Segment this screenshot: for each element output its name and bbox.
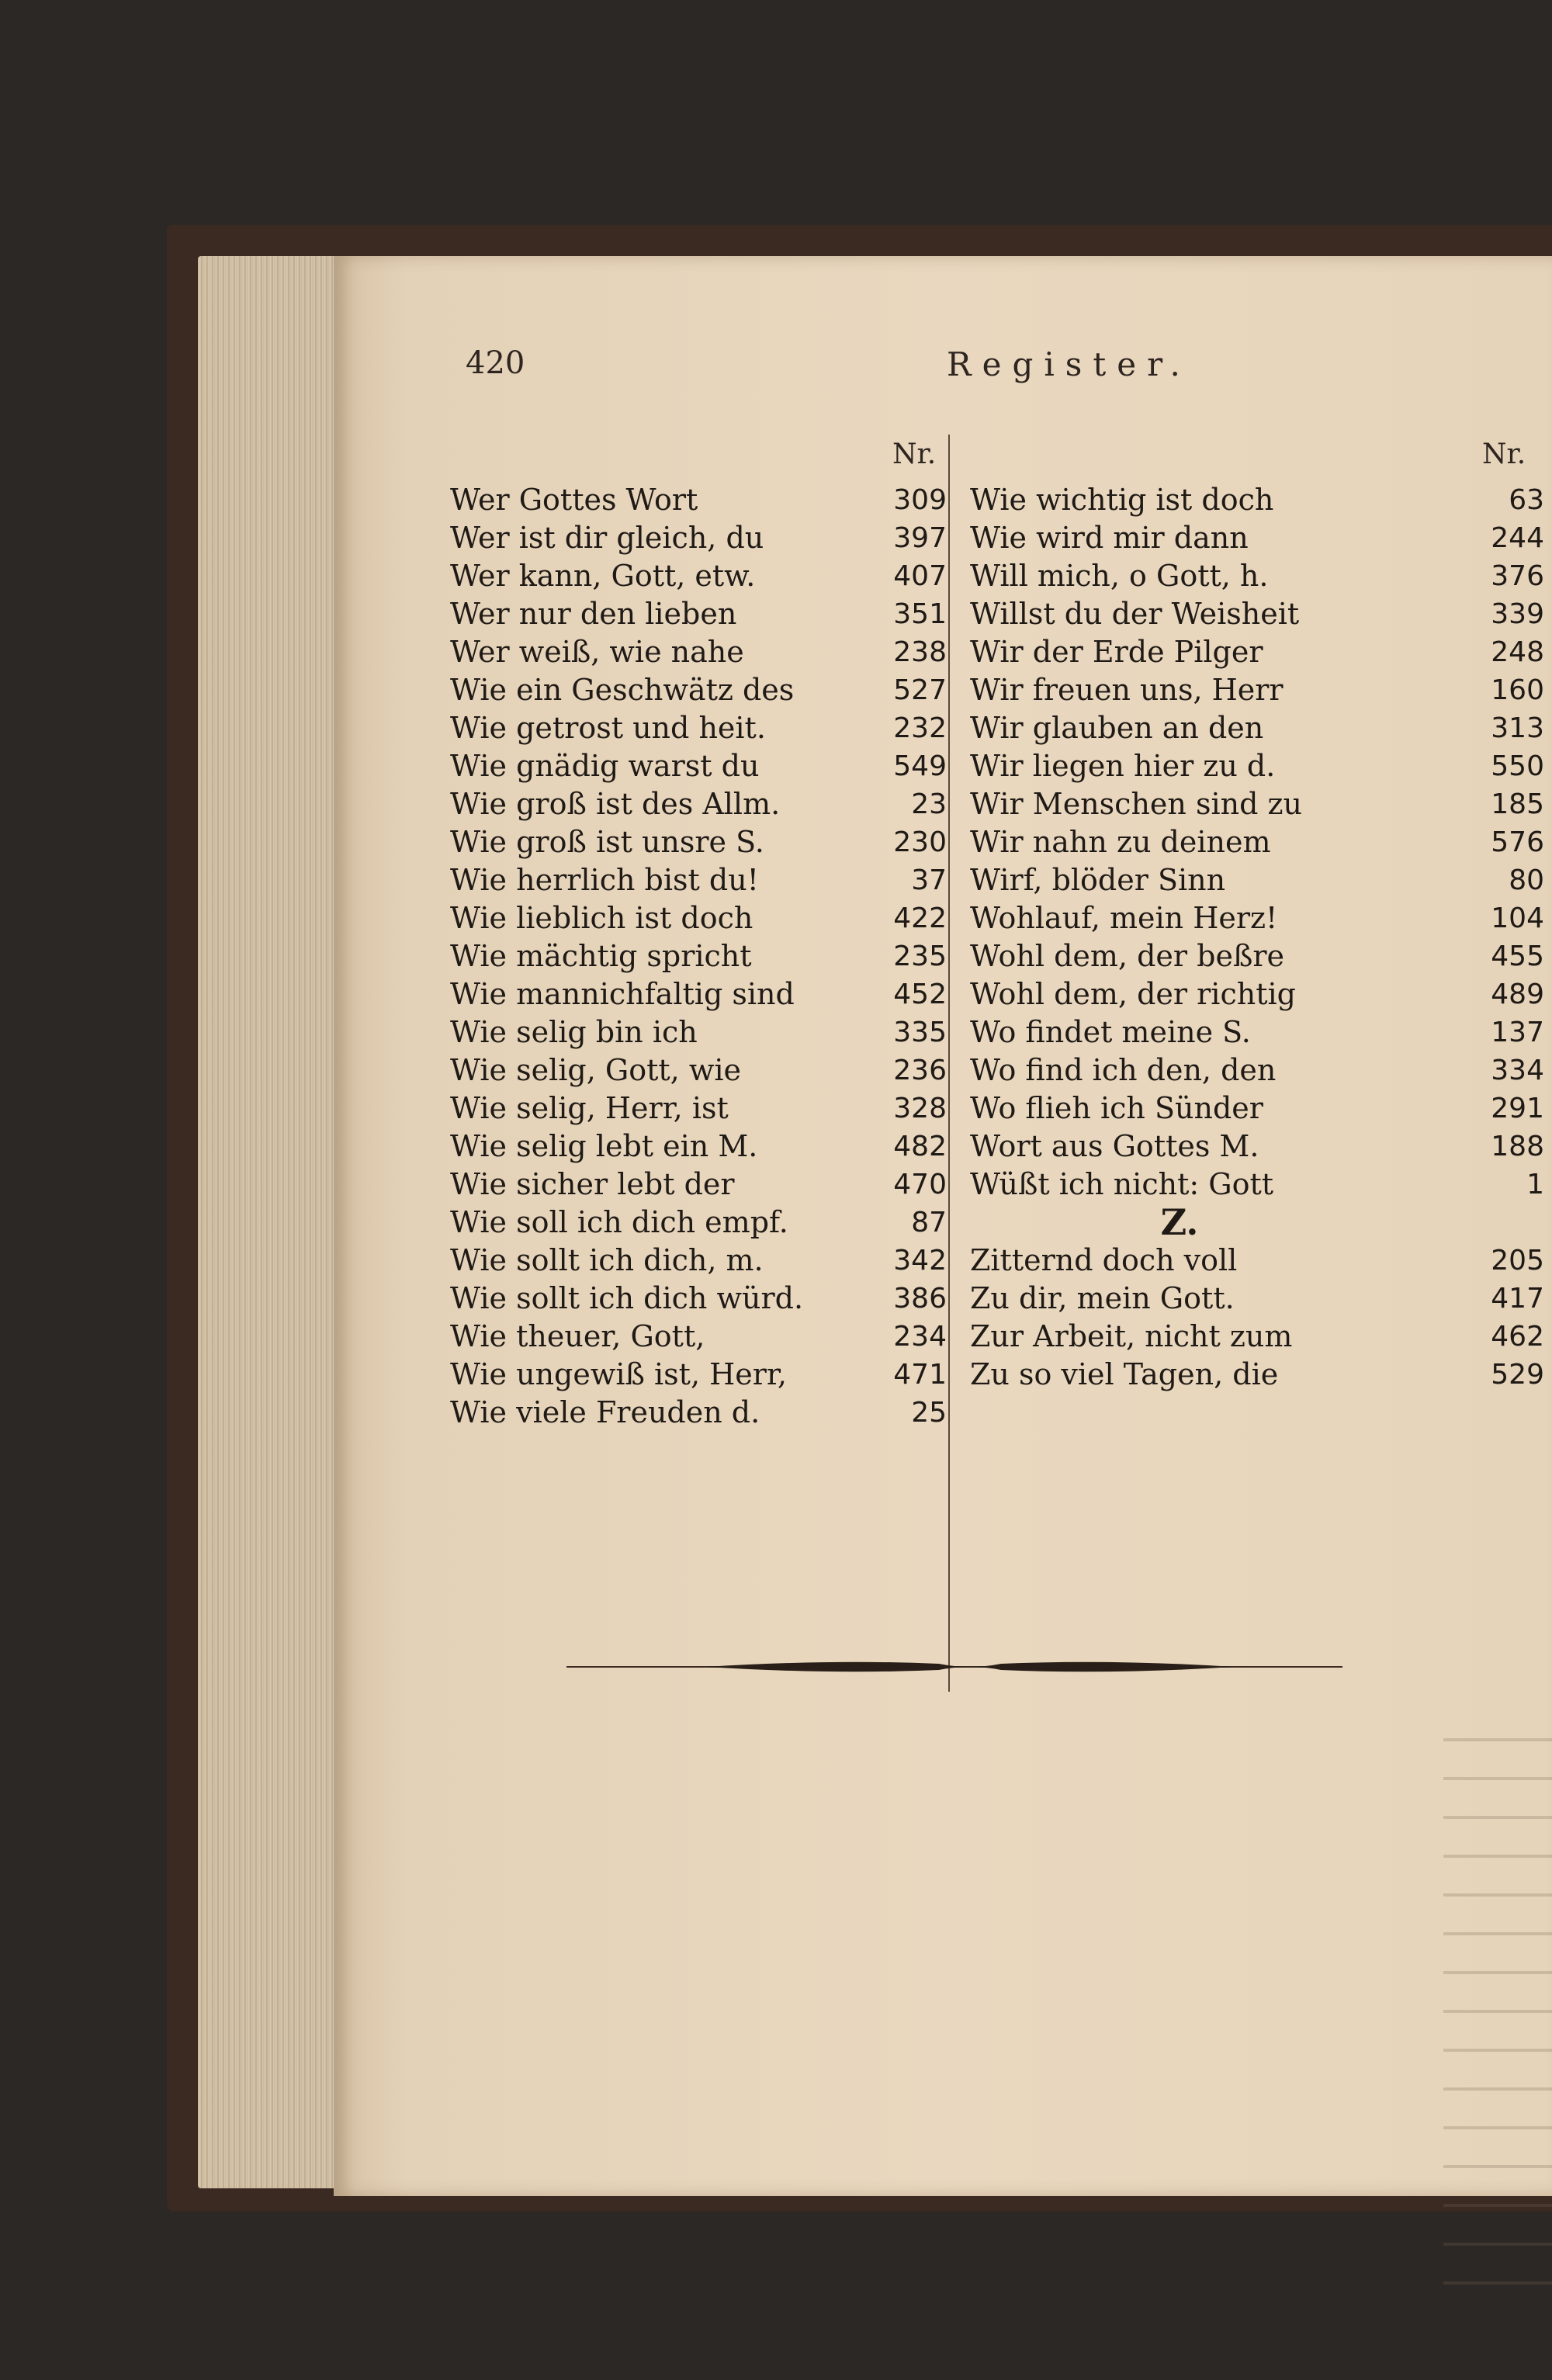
entry-number: 470 (893, 1169, 947, 1200)
entry-title: Wie selig, Gott, wie (450, 1053, 741, 1087)
index-entry (450, 671, 947, 709)
entry-number: 188 (1491, 1131, 1544, 1162)
index-entry (970, 1128, 1544, 1166)
entry-title: Wir liegen hier zu d. (970, 749, 1276, 783)
index-entry (970, 899, 1544, 937)
index-entry (450, 975, 947, 1013)
index-entry (450, 1051, 947, 1090)
entry-title: Wirf, blöder Sinn (970, 863, 1226, 897)
ornament-divider (566, 1653, 1342, 1684)
entry-title: Willst du der Weisheit (970, 597, 1300, 631)
entry-number: 342 (893, 1245, 947, 1277)
index-entry (450, 595, 947, 633)
bleed-through-text (1443, 1715, 1552, 2320)
index-entry (450, 709, 947, 747)
entry-number: 63 (1509, 484, 1544, 516)
entry-title: Wer Gottes Wort (450, 483, 698, 517)
index-entry (970, 1356, 1544, 1394)
entry-number: 313 (1491, 712, 1544, 744)
entry-number: 160 (1491, 674, 1544, 706)
left-column-header: Nr. (892, 438, 937, 470)
index-entry (450, 1356, 947, 1394)
right-index-column (970, 481, 1544, 1394)
entry-title: Wie gnädig warst du (450, 749, 760, 783)
entry-title: Wie getrost und heit. (450, 711, 766, 745)
entry-title: Wort aus Gottes M. (970, 1129, 1259, 1163)
entry-title: Wie sicher lebt der (450, 1167, 735, 1201)
entry-number: 248 (1491, 636, 1544, 668)
entry-number: 137 (1491, 1017, 1544, 1048)
entry-number: 576 (1491, 826, 1544, 858)
entry-title: Wie sollt ich dich würd. (450, 1281, 804, 1315)
entry-number: 417 (1491, 1283, 1544, 1315)
entry-title: Wie ein Geschwätz des (450, 673, 795, 707)
entry-number: 87 (911, 1207, 947, 1239)
index-entry (450, 557, 947, 595)
entry-title: Wo find ich den, den (970, 1053, 1277, 1087)
entry-title: Will mich, o Gott, h. (970, 559, 1269, 593)
entry-number: 1 (1526, 1169, 1544, 1200)
index-entry (970, 519, 1544, 557)
index-entry (970, 595, 1544, 633)
entry-number: 234 (893, 1321, 947, 1353)
index-entry (970, 1242, 1544, 1280)
entry-number: 376 (1491, 560, 1544, 592)
index-entry (970, 861, 1544, 899)
index-entry (450, 1090, 947, 1128)
entry-number: 238 (893, 636, 947, 668)
index-entry (970, 709, 1544, 747)
entry-number: 482 (893, 1131, 947, 1162)
entry-title: Wüßt ich nicht: Gott (970, 1167, 1274, 1201)
entry-title: Wie wird mir dann (970, 521, 1249, 555)
entry-title: Wie herrlich bist du! (450, 863, 759, 897)
entry-number: 230 (893, 826, 947, 858)
index-entry (450, 1204, 947, 1242)
page-edges (198, 256, 334, 2188)
entry-title: Wer weiß, wie nahe (450, 635, 744, 669)
entry-number: 550 (1491, 750, 1544, 782)
index-entry (450, 1242, 947, 1280)
index-entry (450, 1280, 947, 1318)
book-page (334, 256, 1552, 2196)
left-index-column (450, 481, 947, 1432)
index-entry (450, 899, 947, 937)
entry-title: Wohl dem, der richtig (970, 977, 1296, 1011)
entry-title: Wir freuen uns, Herr (970, 673, 1284, 707)
entry-number: 205 (1491, 1245, 1544, 1277)
index-entry (450, 1318, 947, 1356)
entry-title: Wie groß ist unsre S. (450, 825, 764, 859)
entry-title: Wie lieblich ist doch (450, 901, 753, 935)
index-entry (970, 1280, 1544, 1318)
entry-title: Wie selig lebt ein M. (450, 1129, 758, 1163)
index-entry (450, 633, 947, 671)
entry-number: 471 (893, 1359, 947, 1391)
entry-title: Wo flieh ich Sünder (970, 1091, 1263, 1125)
entry-title: Wir Menschen sind zu (970, 787, 1302, 821)
entry-number: 309 (893, 484, 947, 516)
entry-number: 529 (1491, 1359, 1544, 1391)
entry-title: Wie soll ich dich empf. (450, 1205, 788, 1239)
entry-title: Wie wichtig ist doch (970, 483, 1274, 517)
entry-number: 235 (893, 941, 947, 972)
index-entry (970, 1051, 1544, 1090)
index-entry (970, 481, 1544, 519)
right-column-header: Nr. (1482, 438, 1526, 470)
entry-title: Wo findet meine S. (970, 1015, 1251, 1049)
entry-number: 244 (1491, 522, 1544, 554)
entry-number: 37 (911, 864, 947, 896)
index-entry (970, 557, 1544, 595)
entry-title: Wie groß ist des Allm. (450, 787, 781, 821)
entry-title: Wie viele Freuden d. (450, 1395, 760, 1429)
column-divider (948, 435, 950, 1692)
entry-number: 489 (1491, 979, 1544, 1010)
entry-number: 25 (911, 1397, 947, 1429)
entry-number: 23 (911, 788, 947, 820)
entry-title: Zitternd doch voll (970, 1243, 1238, 1277)
index-entry (450, 1166, 947, 1204)
entry-number: 185 (1491, 788, 1544, 820)
entry-number: 232 (893, 712, 947, 744)
index-entry (450, 747, 947, 785)
index-entry (970, 937, 1544, 975)
index-entry (450, 823, 947, 861)
index-entry (450, 785, 947, 823)
entry-number: 80 (1509, 864, 1544, 896)
entry-number: 455 (1491, 941, 1544, 972)
entry-title: Wie mannichfaltig sind (450, 977, 795, 1011)
index-entry (970, 747, 1544, 785)
entry-number: 407 (893, 560, 947, 592)
entry-number: 335 (893, 1017, 947, 1048)
entry-number: 104 (1491, 902, 1544, 934)
index-entry (450, 861, 947, 899)
entry-number: 236 (893, 1055, 947, 1086)
entry-title: Wir der Erde Pilger (970, 635, 1263, 669)
entry-title: Wie mächtig spricht (450, 939, 752, 973)
index-entry (970, 671, 1544, 709)
entry-title: Zu dir, mein Gott. (970, 1281, 1235, 1315)
index-entry (970, 1166, 1544, 1204)
entry-number: 291 (1491, 1093, 1544, 1124)
index-entry (970, 633, 1544, 671)
entry-title: Wie selig bin ich (450, 1015, 698, 1049)
entry-number: 334 (1491, 1055, 1544, 1086)
index-entry (450, 481, 947, 519)
entry-number: 549 (893, 750, 947, 782)
section-letter: Z. (1160, 1201, 1199, 1243)
entry-title: Zu so viel Tagen, die (970, 1357, 1279, 1391)
page-header (466, 345, 1544, 392)
page-number: 420 (466, 345, 525, 381)
entry-number: 339 (1491, 598, 1544, 630)
index-entry (970, 1318, 1544, 1356)
index-entry (970, 1090, 1544, 1128)
index-entry (450, 1128, 947, 1166)
index-entry (450, 937, 947, 975)
index-entry (970, 823, 1544, 861)
entry-number: 452 (893, 979, 947, 1010)
index-entry (970, 785, 1544, 823)
entry-title: Wie selig, Herr, ist (450, 1091, 729, 1125)
entry-title: Wie sollt ich dich, m. (450, 1243, 764, 1277)
index-entry (450, 1394, 947, 1432)
index-entry (970, 975, 1544, 1013)
entry-title: Wie ungewiß ist, Herr, (450, 1357, 787, 1391)
index-entry (970, 1013, 1544, 1051)
entry-title: Zur Arbeit, nicht zum (970, 1319, 1293, 1353)
entry-number: 462 (1491, 1321, 1544, 1353)
entry-number: 527 (893, 674, 947, 706)
entry-title: Wer ist dir gleich, du (450, 521, 764, 555)
entry-number: 397 (893, 522, 947, 554)
entry-number: 386 (893, 1283, 947, 1315)
entry-title: Wohlauf, mein Herz! (970, 901, 1278, 935)
entry-number: 351 (893, 598, 947, 630)
entry-title: Wir glauben an den (970, 711, 1264, 745)
index-entry (450, 1013, 947, 1051)
entry-title: Wie theuer, Gott, (450, 1319, 705, 1353)
running-title: Register. (947, 345, 1191, 383)
entry-title: Wohl dem, der beßre (970, 939, 1284, 973)
entry-number: 422 (893, 902, 947, 934)
entry-number: 328 (893, 1093, 947, 1124)
entry-title: Wer nur den lieben (450, 597, 737, 631)
entry-title: Wer kann, Gott, etw. (450, 559, 756, 593)
index-entry (450, 519, 947, 557)
entry-title: Wir nahn zu deinem (970, 825, 1271, 859)
